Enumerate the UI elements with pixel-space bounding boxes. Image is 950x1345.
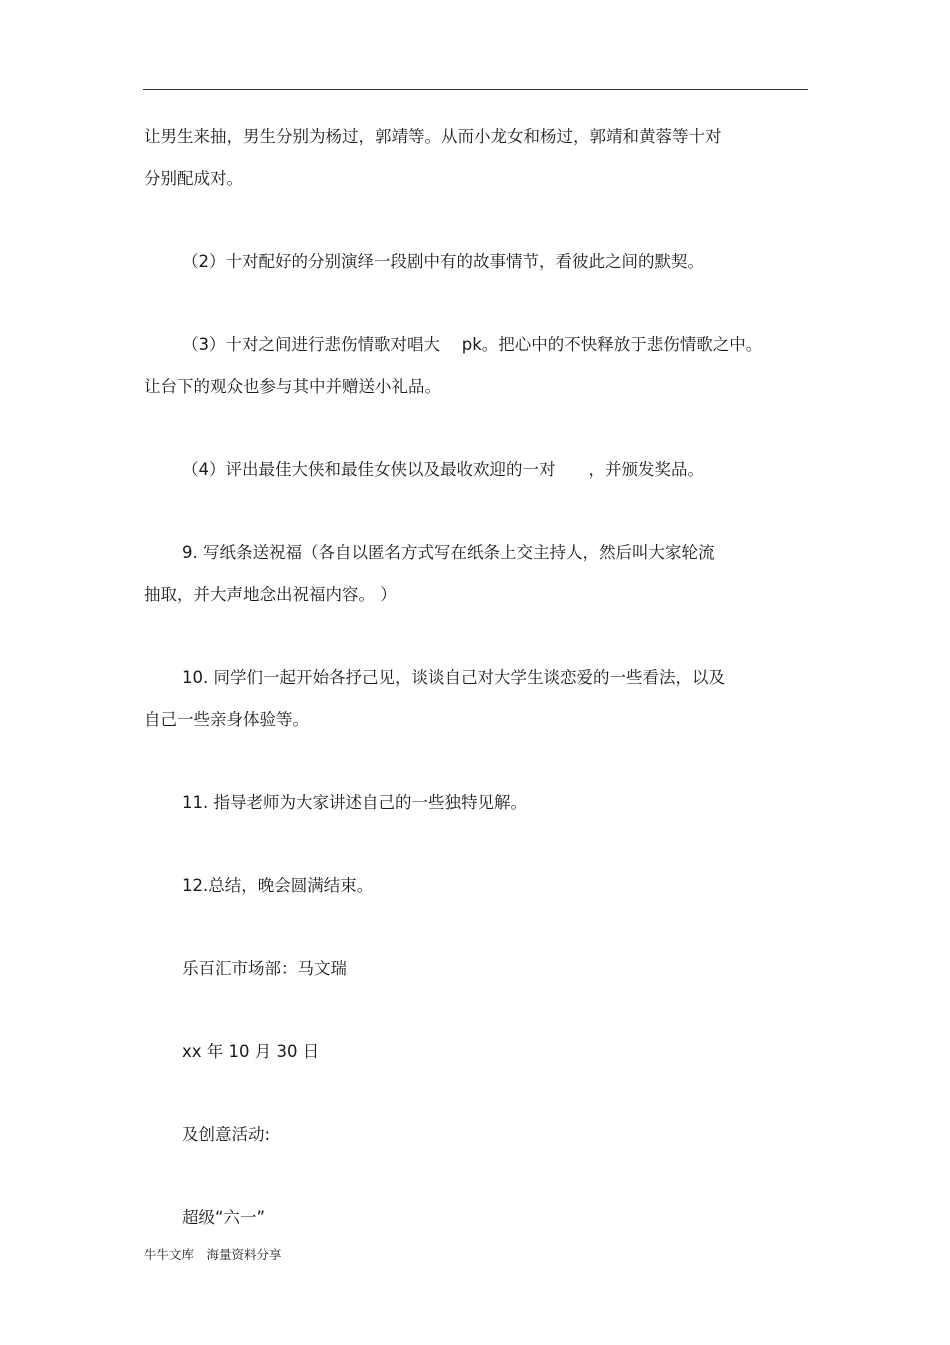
header-rule — [143, 89, 808, 90]
text-line: 自己一些亲身体验等。 — [144, 710, 309, 729]
text-line: （3）十对之间进行悲伤情歌对唱大 pk。把心中的不快释放于悲伤情歌之中。 — [182, 335, 763, 354]
text-line: 让男生来抽，男生分别为杨过，郭靖等。从而小龙女和杨过，郭靖和黄蓉等十对 — [144, 127, 722, 146]
text-line: （2）十对配好的分别演绎一段剧中有的故事情节，看彼此之间的默契。 — [182, 252, 704, 271]
text-line: （4）评出最佳大侠和最佳女侠以及最收欢迎的一对 ，并颁发奖品。 — [182, 460, 704, 479]
text-line: 9. 写纸条送祝福（各自以匿名方式写在纸条上交主持人，然后叫大家轮流 — [182, 543, 715, 562]
text-line: 抽取，并大声地念出祝福内容。 ） — [144, 585, 397, 604]
text-line: 及创意活动: — [182, 1125, 271, 1144]
text-line: 让台下的观众也参与其中并赠送小礼品。 — [144, 377, 441, 396]
text-line: 超级“六一” — [182, 1208, 266, 1227]
page-footer: 牛牛文库 海量资料分享 — [144, 1247, 282, 1262]
text-line: 11. 指导老师为大家讲述自己的一些独特见解。 — [182, 793, 527, 812]
text-line: 12.总结，晚会圆满结束。 — [182, 876, 374, 895]
signature-date: xx 年 10 月 30 日 — [182, 1042, 320, 1061]
text-line: 10. 同学们一起开始各抒己见，谈谈自己对大学生谈恋爱的一些看法，以及 — [182, 668, 725, 687]
text-line: 分别配成对。 — [144, 169, 243, 188]
signature-department: 乐百汇市场部：马文瑞 — [182, 959, 347, 978]
